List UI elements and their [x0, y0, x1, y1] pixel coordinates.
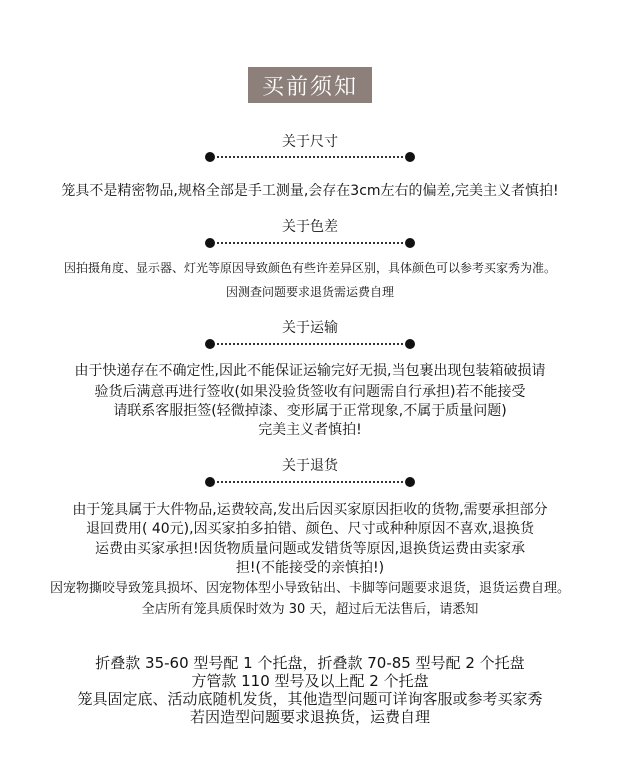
divider-dot-right — [405, 238, 415, 248]
divider-dot-left — [205, 152, 215, 162]
color-note-line: 因测查问题要求退货需运费自理 — [225, 285, 394, 299]
divider-dotted-line — [217, 242, 403, 244]
returns-note-line: 因宠物撕咬导致笼具损坏、因宠物体型小导致钻出、卡脚等问题要求退货，退货运费自理。 — [49, 581, 570, 596]
divider-dot-left — [205, 238, 215, 248]
divider-dotted-line — [217, 156, 403, 158]
section-divider — [205, 152, 415, 162]
divider-dotted-line — [217, 343, 403, 345]
shipping-note-line: 请联系客服拒签(轻微掉漆、变形属于正常现象,不属于质量问题) — [113, 403, 507, 419]
returns-note-line: 担!(不能接受的亲慎拍!) — [235, 560, 385, 576]
shipping-note-line: 由于快递存在不确定性,因此不能保证运输完好无损,当包裹出现包装箱破损请 — [74, 363, 546, 379]
returns-note-line: 由于笼具属于大件物品,运费较高,发出后因买家原因拒收的货物,需要承担部分 — [72, 502, 548, 518]
divider-dot-left — [205, 477, 215, 487]
tray-info-line: 若因造型问题要求退换货，运费自理 — [189, 708, 430, 726]
size-note-line: 笼具不是精密物品,规格全部是手工测量,会存在3cm左右的偏差,完美主义者慎拍! — [61, 183, 559, 199]
section-heading-size: 关于尺寸 — [282, 134, 338, 150]
section-heading-shipping: 关于运输 — [282, 320, 338, 336]
shipping-note-line: 验货后满意再进行签收(如果没验货签收有问题需自行承担)若不能接受 — [94, 384, 526, 400]
section-heading-color: 关于色差 — [282, 219, 338, 235]
tray-info-line: 笼具固定底、活动底随机发货，其他造型问题可详询客服或参考买家秀 — [77, 690, 543, 708]
section-divider — [205, 339, 415, 349]
returns-note-line: 运费由买家承担!因货物质量问题或发错货等原因,退换货运费由卖家承 — [94, 541, 526, 557]
section-heading-returns: 关于退货 — [282, 458, 338, 474]
section-divider — [205, 477, 415, 487]
notice-banner: 买前须知 — [248, 67, 372, 103]
tray-info-line: 方管款 110 型号及以上配 2 个托盘 — [191, 672, 429, 690]
returns-note-line: 全店所有笼具质保时效为 30 天，超过后无法售后，请悉知 — [141, 602, 479, 617]
divider-dot-right — [405, 339, 415, 349]
divider-dot-left — [205, 339, 215, 349]
divider-dot-right — [405, 477, 415, 487]
returns-note-line: 退回费用( 40元),因买家拍多拍错、颜色、尺寸或种种原因不喜欢,退换货 — [85, 521, 535, 537]
section-divider — [205, 238, 415, 248]
color-note-line: 因拍摄角度、显示器、灯光等原因导致颜色有些许差异区别，具体颜色可以参考买家秀为准。 — [63, 261, 556, 275]
shipping-note-line: 完美主义者慎拍! — [258, 422, 362, 438]
divider-dotted-line — [217, 481, 403, 483]
tray-info-line: 折叠款 35-60 型号配 1 个托盘，折叠款 70-85 型号配 2 个托盘 — [95, 654, 525, 672]
divider-dot-right — [405, 152, 415, 162]
